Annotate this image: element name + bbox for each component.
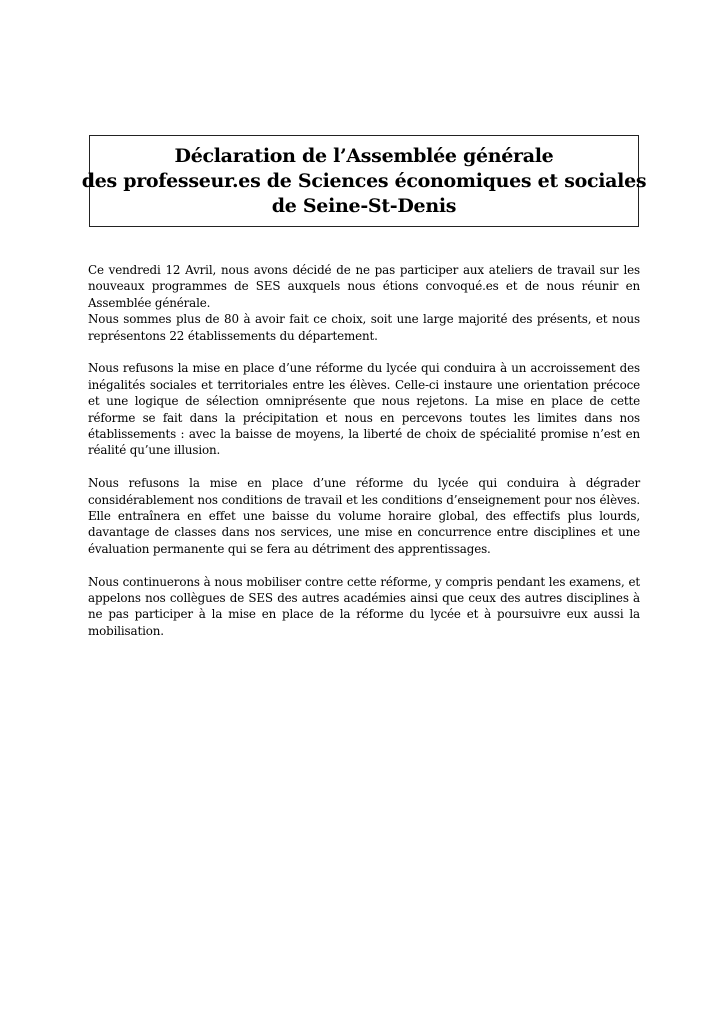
title-box	[81, 135, 647, 227]
paragraph-group-intro	[88, 262, 640, 344]
paragraph: Nous continuerons à nous mobiliser contre cette réforme, y compris pendant les examens, et appelons nos collègues de SES des autres académies ainsi que ceux des autres disciplines à ne pas participer à la mise en place de la réforme du lycée et à poursuivre eux aussi la mobilisation.	[88, 574, 640, 638]
paragraph-group	[88, 574, 640, 640]
title-line: Déclaration de l’Assemblée générale	[174, 144, 554, 167]
paragraph-group	[88, 475, 640, 557]
title-line: des professeur.es de Sciences économiques et sociales	[81, 169, 647, 192]
paragraph: Ce vendredi 12 Avril, nous avons décidé de ne pas participer aux ateliers de travail sur les nouveaux programmes de SES auxquels nous étions convoqué.es et de nous réunir en Assemblée générale.	[88, 263, 640, 310]
paragraph-group	[88, 360, 640, 458]
document-body	[88, 262, 640, 656]
paragraph: Nous refusons la mise en place d’une réforme du lycée qui conduira à dégrader considérablement nos conditions de travail et les conditions d’enseignement pour nos élèves. Elle entraînera en effet une baisse du volume horaire global, des effectifs plus lourds, davantage de classes dans nos services, une mise en concurrence entre disciplines et une évaluation permanente qui se fera au détriment des apprentissages.	[88, 476, 640, 556]
paragraph: Nous refusons la mise en place d’une réforme du lycée qui conduira à un accroissement des inégalités sociales et territoriales entre les élèves. Celle-ci instaure une orientation précoce et une logique de sélection omniprésente que nous rejetons. La mise en place de cette réforme se fait dans la précipitation et nous en percevons toutes les limites dans nos établissements : avec la baisse de moyens, la liberté de choix de spécialité promise n’est en réalité qu’une illusion.	[88, 361, 640, 458]
paragraph: Nous sommes plus de 80 à avoir fait ce choix, soit une large majorité des présents, et nous représentons 22 établissements du département.	[88, 312, 640, 343]
title-line: de Seine-St-Denis	[271, 194, 457, 217]
